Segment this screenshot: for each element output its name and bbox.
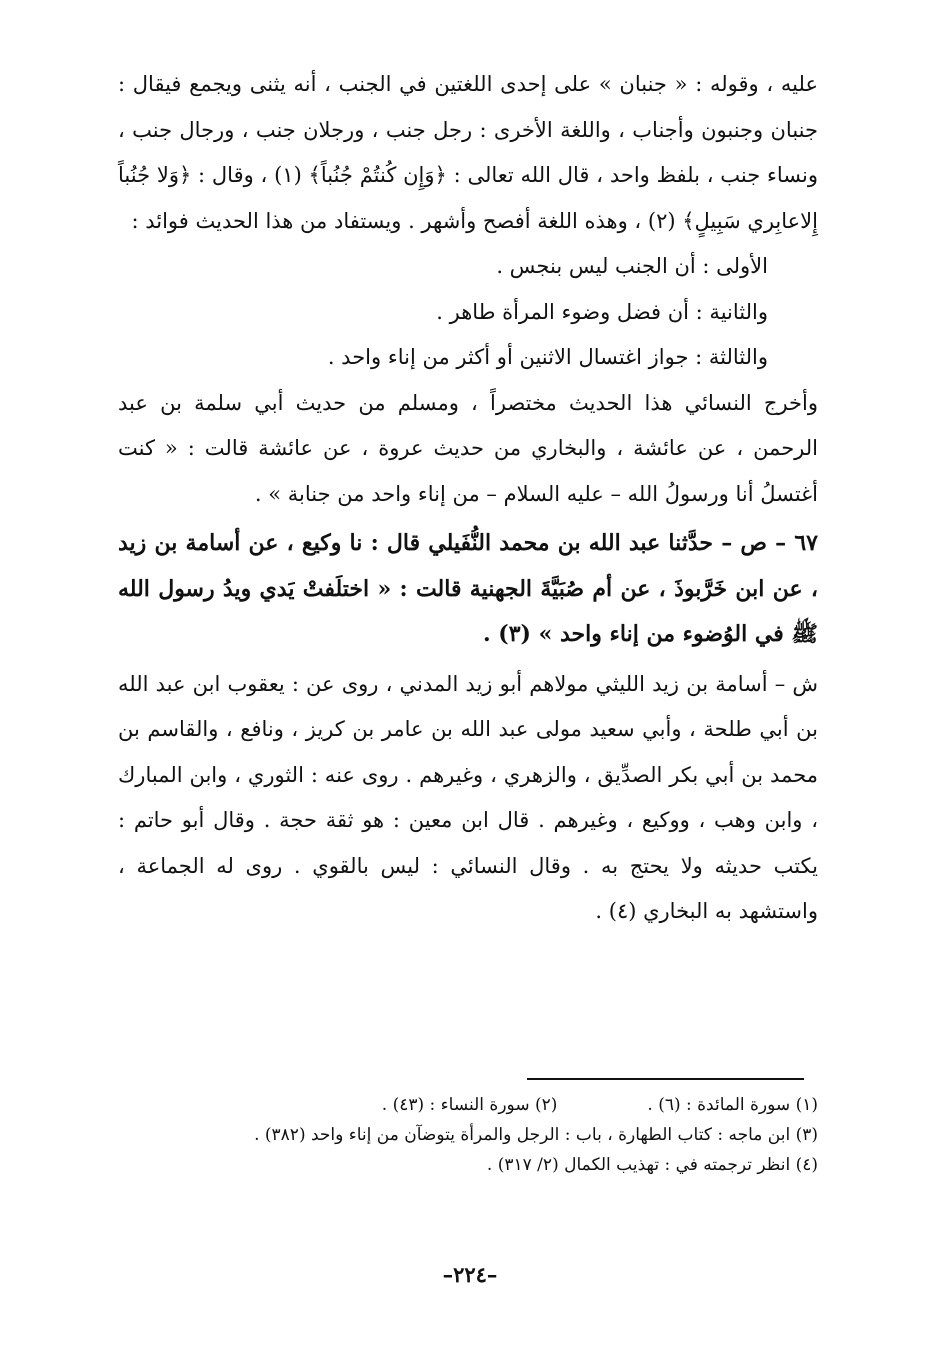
- main-text: [118, 62, 818, 935]
- benefit-third: والثالثة : جواز اغتسال الاثنين أو أكثر من إناء واحد .: [327, 345, 768, 369]
- footnote-2: (٢) سورة النساء : (٤٣) .: [381, 1095, 558, 1115]
- paragraph-grammar-note: عليه ، وقوله : « جنبان » على إحدى اللغتين في الجنب ، أنه يثنى ويجمع فيقال : جنبان وجنبون وأجناب ، واللغة الأخرى : رجل جنب ، ورجلان جنب ، ورجال جنب ، ونساء جنب ، بلفظ واحد ، قال الله تعالى : ﴿وَإِن كُنتُمْ جُنُباً﴾ (١) ، وقال : ﴿وَلا جُنُباً إِلاعابِري سَبِيلٍ﴾ (٢) ، وهذه اللغة أفصح وأشهر . ويستفاد من هذا الحديث فوائد :: [118, 72, 819, 233]
- page-number: –٢٢٤–: [442, 1262, 498, 1287]
- footnotes: [118, 1090, 818, 1180]
- footnote-4: (٤) انظر ترجمته في : تهذيب الكمال (٢/ ٣١٧) .: [486, 1155, 818, 1175]
- paragraph-sources: وأخرج النسائي هذا الحديث مختصراً ، ومسلم من حديث أبي سلمة بن عبد الرحمن ، عن عائشة ، والبخاري من حديث عروة ، عن عائشة قالت : « كنت أغتسلُ أنا ورسولُ الله – عليه السلام – من إناء واحد من جنابة » .: [118, 390, 818, 506]
- hadith-67: ٦٧ – ص – حدَّثنا عبد الله بن محمد النُّفَيلي قال : نا وكيع ، عن أسامة بن زيد ، عن ابن خَرَّبوذَ ، عن أم صُبَيَّةَ الجهنية قالت : « اختلَفتْ يَدي ويدُ رسول الله ﷺ في الوُضوء من إناء واحد » (٣) .: [118, 530, 818, 647]
- paragraph-commentary: ش – أسامة بن زيد الليثي مولاهم أبو زيد المدني ، روى عن : يعقوب ابن عبد الله بن أبي طلحة ، وأبي سعيد مولى عبد الله بن عامر بن كريز ، ونافع ، والقاسم بن محمد بن أبي بكر الصدِّيق ، والزهري ، وغيرهم . روى عنه : الثوري ، وابن المبارك ، وابن وهب ، ووكيع ، وغيرهم . قال ابن معين : هو ثقة حجة . وقال أبو حاتم : يكتب حديثه ولا يحتج به . وقال النسائي : ليس بالقوي . روى له الجماعة ، واستشهد به البخاري (٤) .: [118, 671, 818, 923]
- benefit-second: والثانية : أن فضل وضوء المرأة طاهر .: [436, 299, 768, 324]
- footnote-1: (١) سورة المائدة : (٦) .: [647, 1095, 818, 1115]
- benefit-first: الأولى : أن الجنب ليس بنجس .: [496, 254, 768, 278]
- footnote-divider: [527, 1078, 804, 1080]
- footnote-3: (٣) ابن ماجه : كتاب الطهارة ، باب : الرجل والمرأة يتوضآن من إناء واحد (٣٨٢) .: [254, 1125, 818, 1145]
